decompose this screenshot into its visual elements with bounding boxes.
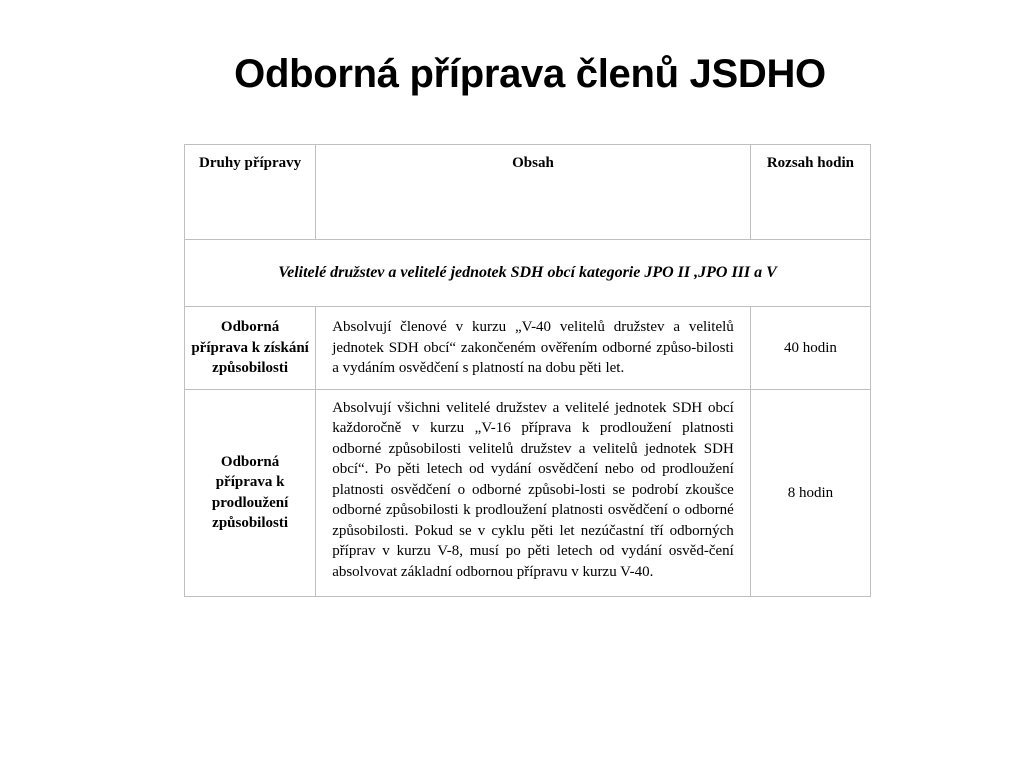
training-table	[184, 144, 871, 597]
section-heading: Velitelé družstev a velitelé jednotek SDH obcí kategorie JPO II ,JPO III a V	[185, 240, 871, 307]
table-header-row	[185, 145, 871, 240]
row-content: Absolvují členové v kurzu „V-40 velitelů družstev a velitelů jednotek SDH obcí“ zakončeném ověřením odborné způso-bilosti a vydáním osvědčení s platností na dobu pěti let.	[316, 307, 751, 390]
page-title: Odborná příprava členů JSDHO	[234, 52, 826, 96]
header-type: Druhy přípravy	[185, 145, 316, 240]
table-row	[185, 389, 871, 597]
row-type: Odborná příprava k prodloužení způsobilosti	[185, 389, 316, 597]
row-hours: 40 hodin	[750, 307, 870, 390]
row-content: Absolvují všichni velitelé družstev a velitelé jednotek SDH obcí každoročně v kurzu „V-16 příprava k prodloužení platnosti odborné způsobilosti velitelů družstev a velitelů jednotek SDH obcí“. Po pěti letech od vydání osvědčení nebo od prodloužení platnosti osvědčení o odborné způsobi-losti se podrobí zkoušce odborné způsobilosti k prodloužení platnosti osvědčení o odborné způsobilosti. Pokud se v cyklu pěti let nezúčastní tří odborných příprav v kurzu V-8, musí po pěti letech od vydání osvěd-čení absolvovat základní odbornou přípravu v kurzu V-40.	[316, 389, 751, 597]
row-hours: 8 hodin	[750, 389, 870, 597]
row-type: Odborná příprava k získání způsobilosti	[185, 307, 316, 390]
header-content: Obsah	[316, 145, 751, 240]
section-heading-row	[185, 240, 871, 307]
header-hours: Rozsah hodin	[750, 145, 870, 240]
table-row	[185, 307, 871, 390]
